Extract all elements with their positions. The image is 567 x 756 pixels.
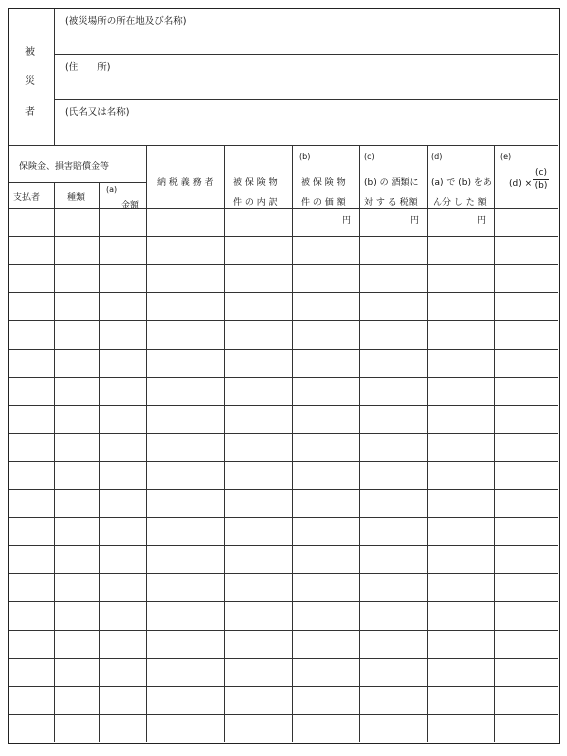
address-label: (住 所) (65, 62, 111, 73)
divider (359, 146, 360, 208)
divider (9, 182, 146, 183)
table-row-divider (9, 658, 558, 659)
divider (494, 208, 495, 742)
table-row-divider (9, 714, 558, 715)
address-field[interactable] (55, 55, 558, 100)
amount-header: 金額 (121, 201, 140, 211)
divider (292, 146, 293, 208)
e-formula-numerator: (c) (535, 168, 547, 178)
divider (359, 208, 360, 742)
victim-label-char-3: 者 (25, 107, 35, 118)
b-mark: (b) (299, 152, 311, 161)
divider (427, 208, 428, 742)
disaster-location-field[interactable] (55, 9, 558, 55)
e-formula-prefix: (d) × (509, 179, 533, 189)
table-row-divider (9, 573, 558, 574)
divider (427, 146, 428, 208)
taxpayer-header: 納 税 義 務 者 (157, 178, 214, 188)
yen-unit-b: 円 (342, 216, 352, 226)
victim-section (9, 9, 558, 146)
table-row-divider (9, 630, 558, 631)
b-header-line2: 件 の 価 額 (301, 198, 346, 208)
divider (224, 208, 225, 742)
payer-header: 支払者 (13, 193, 41, 203)
divider (224, 146, 225, 208)
table-row-divider (9, 489, 558, 490)
victim-label-char-1: 被 (25, 47, 35, 58)
d-mark: (d) (431, 152, 443, 161)
table-row-divider (9, 349, 558, 350)
table-row-divider (9, 433, 558, 434)
divider (54, 208, 55, 742)
table-header (9, 146, 558, 209)
table-body (9, 208, 558, 742)
e-formula-denominator: (b) (534, 181, 548, 191)
table-row-divider (9, 292, 558, 293)
a-mark: (a) (106, 185, 118, 194)
victim-label-char-2: 災 (25, 76, 35, 87)
table-row-divider (9, 236, 558, 237)
divider (99, 182, 100, 208)
yen-unit-c: 円 (410, 216, 420, 226)
divider (146, 208, 147, 742)
table-row-divider (9, 545, 558, 546)
table-row-divider (9, 461, 558, 462)
d-header-line1: (a) で (b) をあ (431, 178, 492, 188)
divider (292, 208, 293, 742)
table-row-divider (9, 377, 558, 378)
type-header: 種類 (67, 193, 86, 203)
disaster-location-label: (被災場所の所在地及び名称) (65, 16, 187, 27)
insurance-group-header: 保険金、損害賠償金等 (19, 162, 110, 172)
c-mark: (c) (364, 152, 375, 161)
table-row-divider (9, 517, 558, 518)
e-formula-fraction (533, 168, 549, 191)
yen-unit-d: 円 (477, 216, 487, 226)
c-header-line2: 対 す る 税額 (364, 198, 418, 208)
name-label: (氏名又は名称) (65, 107, 130, 118)
divider (99, 208, 100, 742)
c-header-line1: (b) の 酒類に (364, 178, 419, 188)
insured-desc-line2: 件 の 内 訳 (233, 198, 278, 208)
victim-label (9, 9, 55, 145)
fraction-bar (533, 179, 549, 180)
name-field[interactable] (55, 100, 558, 145)
table-row-divider (9, 686, 558, 687)
b-header-line1: 被 保 険 物 (301, 178, 346, 188)
divider (494, 146, 495, 208)
divider (54, 182, 55, 208)
disaster-insurance-form (8, 8, 560, 744)
d-header-line2: ん分 し た 額 (433, 198, 487, 208)
table-row-divider (9, 601, 558, 602)
e-mark: (e) (500, 152, 512, 161)
insured-desc-line1: 被 保 険 物 (233, 178, 278, 188)
divider (146, 146, 147, 208)
table-row-divider (9, 264, 558, 265)
table-row-divider (9, 405, 558, 406)
table-row-divider (9, 320, 558, 321)
